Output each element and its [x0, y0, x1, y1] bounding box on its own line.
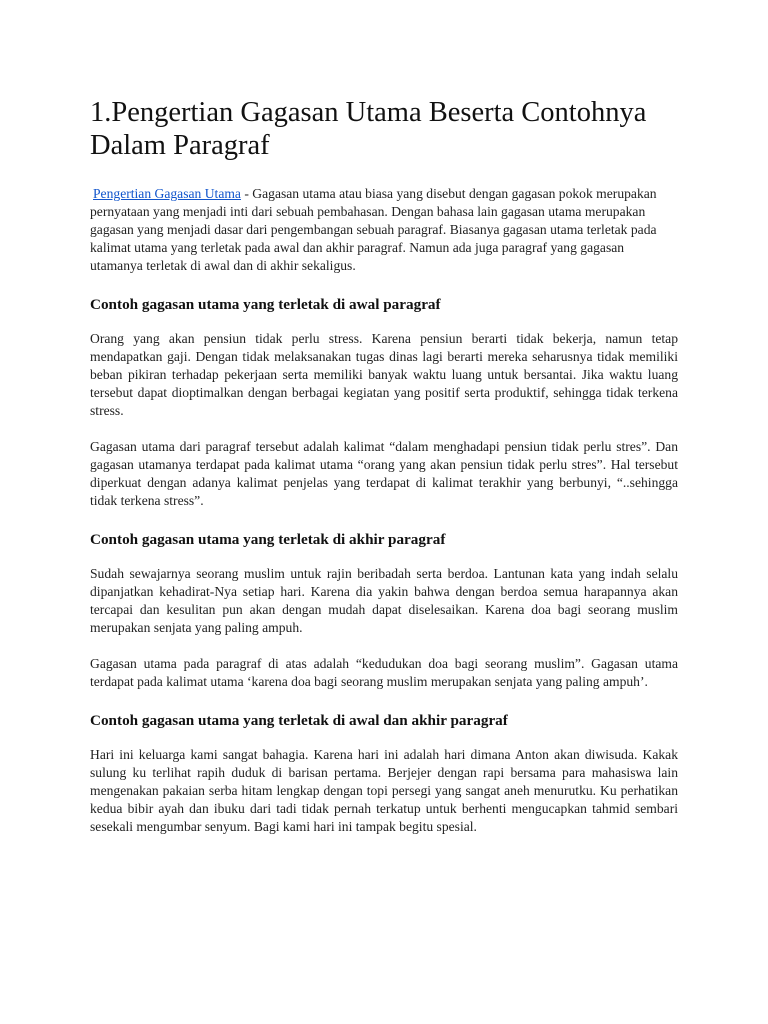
section-heading-2: Contoh gagasan utama yang terletak di akhir paragraf [90, 531, 446, 548]
page-title: 1.Pengertian Gagasan Utama Beserta Contohnya Dalam Paragraf [90, 97, 647, 161]
section-heading-3: Contoh gagasan utama yang terletak di awal dan akhir paragraf [90, 712, 508, 729]
section-2-paragraph-2: Gagasan utama pada paragraf di atas adalah “kedudukan doa bagi seorang muslim”. Gagasan utama terdapat pada kalimat utama ‘karena doa bagi seorang muslim merupakan senjata yang paling ampuh’. [90, 656, 678, 689]
section-1-paragraph-2: Gagasan utama dari paragraf tersebut adalah kalimat “dalam menghadapi pensiun tidak perlu stres”. Dan gagasan utamanya terdapat pada kalimat utama “orang yang akan pensiun tidak perlu stres”. Hal tersebut diperkuat dengan adanya kalimat penjelas yang terdapat di kalimat terakhir yang berbunyi, “..sehingga tidak terkena stress”. [90, 439, 678, 508]
section-3-paragraph-1: Hari ini keluarga kami sangat bahagia. Karena hari ini adalah hari dimana Anton akan diwisuda. Kakak sulung ku terlihat rapih duduk di barisan pertama. Berjejer dengan rapi bersama para mahasiswa lain mengenakan pakaian serba hitam lengkap dengan topi persegi yang sangat aneh menurutku. Ku perhatikan kedua bibir ayah dan ibuku dari tadi tidak pernah terkatup untuk berhenti mengucapkan tahmid sembari sesekali mengumbar senyum. Bagi kami hari ini tampak begitu spesial. [90, 747, 678, 834]
intro-paragraph [90, 185, 678, 275]
section-heading-1: Contoh gagasan utama yang terletak di awal paragraf [90, 296, 441, 313]
section-1-paragraph-1: Orang yang akan pensiun tidak perlu stress. Karena pensiun berarti tidak bekerja, namun tetap mendapatkan gaji. Dengan tidak melaksanakan tugas dinas lagi berarti mereka seharusnya tidak memiliki beban pikiran terhadap pekerjaan serta memiliki banyak waktu luang untuk bersantai. Jika waktu luang tersebut dapat dioptimalkan dengan berbagai kegiatan yang positif serta produktif, sehingga tidak terkena stress. [90, 331, 678, 418]
document-page [90, 96, 678, 836]
section-2-paragraph-1: Sudah sewajarnya seorang muslim untuk rajin beribadah serta berdoa. Lantunan kata yang indah selalu dipanjatkan kehadirat-Nya setiap hari. Karena dia yakin bahwa dengan berdoa semua harapannya akan tercapai dan kesulitan pun akan dengan mudah dapat diselesaikan. Karena doa bagi seorang muslim merupakan senjata yang paling ampuh. [90, 566, 678, 635]
intro-text: - Gagasan utama atau biasa yang disebut dengan gagasan pokok merupakan pernyataan yang menjadi inti dari sebuah pembahasan. Dengan bahasa lain gagasan utama merupakan gagasan yang menjadi dasar dari pengembangan sebuah paragraf. Biasanya gagasan utama terletak pada kalimat utama yang terletak pada awal dan akhir paragraf. Namun ada juga paragraf yang gagasan utamanya terletak di awal dan di akhir sekaligus. [90, 186, 657, 273]
intro-link[interactable]: Pengertian Gagasan Utama [93, 186, 241, 201]
